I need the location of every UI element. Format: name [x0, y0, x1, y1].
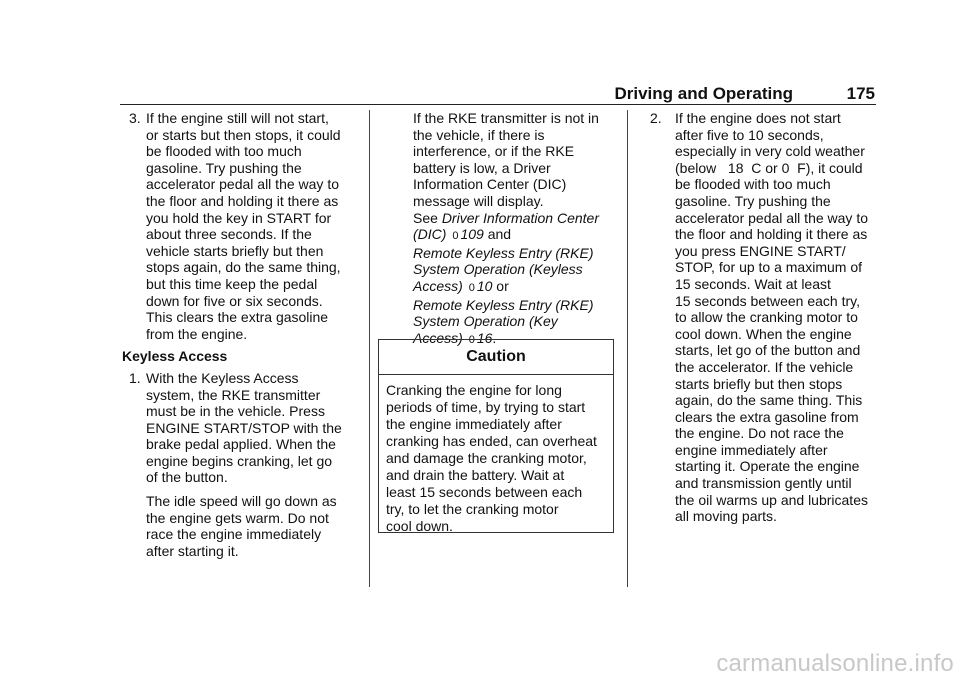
column-divider-2: [627, 110, 628, 587]
caution-line: the engine immediately after: [386, 416, 562, 432]
page-reference-icon: 0: [468, 281, 475, 294]
step-1-line: must be in the vehicle. Press: [146, 403, 325, 420]
column-3: [650, 110, 882, 525]
rke-key-reference-link[interactable]: Remote Keyless Entry (RKE): [413, 296, 594, 313]
step-2-line: (below 18 C or 0 F), it could: [675, 159, 863, 176]
step-2-line: 15 seconds between each try,: [675, 292, 860, 309]
step-3-line: gasoline. Try pushing the: [146, 159, 302, 176]
step-2-line: starts briefly but then stops: [675, 375, 843, 392]
step-1-line: system, the RKE transmitter: [146, 386, 321, 403]
step-2-line: clears the extra gasoline from: [675, 408, 859, 425]
step-2-line: the oil warms up and lubricates: [675, 491, 868, 508]
step-2-line: If the engine does not start: [675, 110, 841, 126]
caution-line: cool down.: [386, 518, 453, 534]
step-1-line: ENGINE START/STOP with the: [146, 419, 342, 436]
step-1-line: brake pedal applied. When the: [146, 436, 336, 453]
step-2: [650, 110, 882, 525]
period: .: [492, 329, 497, 346]
rke-line: interference, or if the RKE: [413, 143, 575, 160]
see-reference-line: [413, 278, 613, 297]
step-2-line: accelerator pedal all the way to: [675, 209, 868, 226]
see-reference-line: [413, 226, 613, 245]
rke-keyless-reference-link[interactable]: Remote Keyless Entry (RKE): [413, 244, 594, 261]
see-label: See: [413, 209, 438, 226]
and-label: and: [487, 226, 512, 243]
rke-keyless-reference-link-end[interactable]: Access): [413, 277, 463, 294]
caution-line: least 15 seconds between each: [386, 484, 583, 500]
rke-line: If the RKE transmitter is not in: [413, 110, 599, 126]
rke-line: the vehicle, if there is: [413, 126, 545, 143]
watermark: carmanualsonline.info: [716, 650, 954, 677]
caution-box: [378, 339, 614, 533]
step-2-line: cool down. When the engine: [675, 325, 852, 342]
step-1: [122, 370, 362, 486]
dic-reference-link[interactable]: Driver Information Center: [441, 209, 599, 226]
dic-page-ref[interactable]: 109: [460, 226, 484, 243]
caution-line: and damage the cranking motor,: [386, 450, 587, 466]
step-3-line: This clears the extra gasoline: [146, 309, 329, 326]
idle-line: The idle speed will go down as: [146, 493, 337, 510]
idle-line: race the engine immediately: [146, 526, 322, 543]
rke-keyless-reference-link-cont[interactable]: System Operation (Keyless: [413, 261, 583, 278]
page-number: 175: [846, 84, 875, 103]
step-2-line: all moving parts.: [675, 508, 777, 525]
or-label: or: [496, 277, 509, 294]
caution-line: cranking has ended, can overheat: [386, 433, 597, 449]
step-2-line: 15 seconds. Wait at least: [675, 275, 831, 292]
idle-line: the engine gets warm. Do not: [146, 509, 329, 526]
step-3-line: down for five or six seconds.: [146, 292, 323, 309]
step-2-line: engine immediately after: [675, 441, 828, 458]
rke-key-reference-link-cont[interactable]: System Operation (Key: [413, 313, 558, 330]
step-2-line: you press ENGINE START/: [675, 242, 846, 259]
caution-title: Caution: [379, 340, 613, 375]
step-2-line: to allow the cranking motor to: [675, 309, 858, 326]
column-divider-1: [369, 110, 370, 587]
caution-line: Cranking the engine for long: [386, 382, 562, 398]
step-2-line: starting it. Operate the engine: [675, 458, 860, 475]
page-reference-icon: 0: [468, 333, 475, 346]
step-2-line: the floor and holding it there as: [675, 226, 868, 243]
rke-keyless-page-ref[interactable]: 10: [476, 277, 493, 294]
column-1: [122, 110, 362, 559]
rke-line: message will display.: [413, 192, 544, 209]
step-2-line: gasoline. Try pushing the: [675, 192, 831, 209]
rke-key-page-ref[interactable]: 16: [476, 329, 493, 346]
step-3-line: the floor and holding it there as: [146, 192, 339, 209]
rke-key-reference-link-end[interactable]: Access): [413, 329, 463, 346]
header-rule: [120, 104, 876, 105]
see-reference-line: [413, 210, 613, 227]
step-3-line: stops again, do the same thing,: [146, 259, 341, 276]
step-2-line: starts, let go of the button and: [675, 342, 861, 359]
step-3-line: accelerator pedal all the way to: [146, 176, 339, 193]
step-number: 1.: [129, 369, 141, 386]
step-3-line: you hold the key in START for: [146, 209, 332, 226]
step-3-line: but this time keep the pedal: [146, 275, 318, 292]
step-3-line: vehicle starts briefly but then: [146, 242, 324, 259]
step-3-line: from the engine.: [146, 325, 248, 342]
rke-line: Information Center (DIC): [413, 176, 567, 193]
step-2-line: after five to 10 seconds,: [675, 126, 824, 143]
step-2-line: especially in very cold weather: [675, 143, 865, 160]
caution-line: and drain the battery. Wait at: [386, 467, 565, 483]
step-number: 2.: [650, 110, 662, 126]
caution-body: [379, 375, 613, 535]
step-3-line: If the engine still will not start,: [146, 110, 329, 126]
step-2-line: be flooded with too much: [675, 176, 831, 193]
step-2-line: the accelerator. If the vehicle: [675, 358, 854, 375]
step-2-line: again, do the same thing. This: [675, 392, 863, 409]
idle-line: after starting it.: [146, 542, 239, 559]
section-title: Driving and Operating: [614, 84, 793, 103]
step-1-line: of the button.: [146, 469, 228, 486]
step-2-line: and transmission gently until: [675, 475, 852, 492]
step-3: [122, 110, 362, 342]
page-reference-icon: 0: [452, 230, 459, 243]
step-2-line: the engine. Do not race the: [675, 425, 844, 442]
caution-line: periods of time, by trying to start: [386, 399, 586, 415]
step-number: 3.: [129, 110, 141, 126]
column-2: [413, 110, 613, 348]
step-1-line: With the Keyless Access: [146, 369, 299, 386]
rke-line: battery is low, a Driver: [413, 159, 551, 176]
step-1-line: engine begins cranking, let go: [146, 452, 333, 469]
step-3-line: or starts but then stops, it could: [146, 126, 341, 143]
idle-paragraph: [122, 493, 362, 559]
caution-line: try, to let the cranking motor: [386, 501, 559, 517]
step-3-line: about three seconds. If the: [146, 226, 312, 243]
keyless-access-heading: Keyless Access: [122, 348, 228, 365]
page-header: [0, 84, 875, 106]
step-2-line: STOP, for up to a maximum of: [675, 259, 863, 276]
dic-reference-link-cont[interactable]: (DIC): [413, 226, 447, 243]
step-3-line: be flooded with too much: [146, 143, 302, 160]
